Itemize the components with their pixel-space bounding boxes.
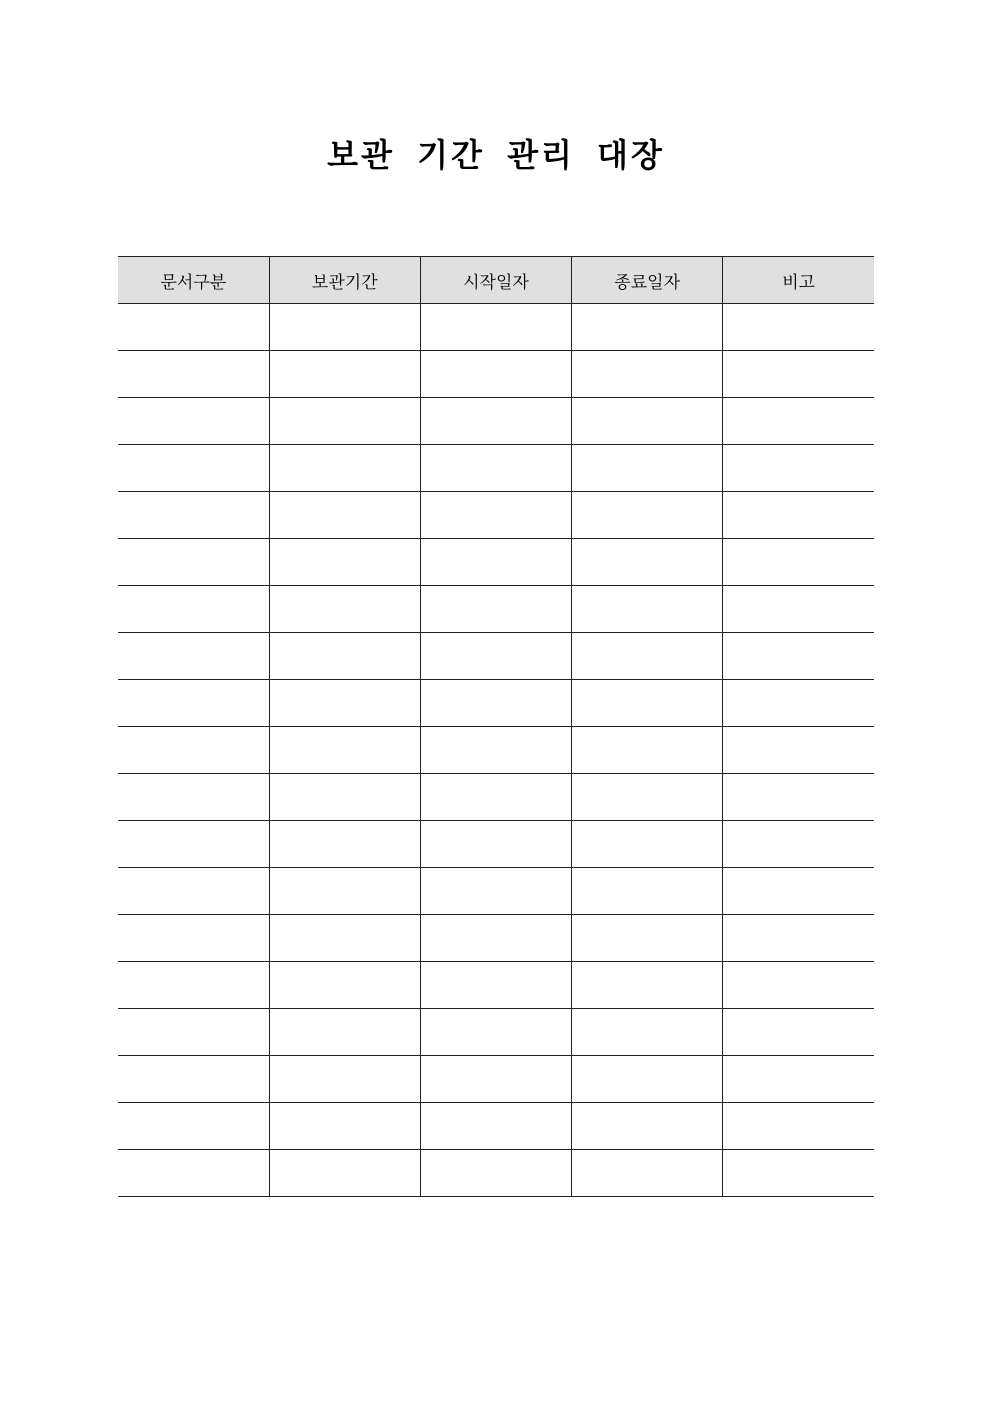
cell-end-date[interactable] [572,1056,723,1103]
cell-retention-period[interactable] [269,445,420,492]
table-row [118,680,874,727]
cell-start-date[interactable] [420,304,571,351]
cell-retention-period[interactable] [269,821,420,868]
cell-start-date[interactable] [420,915,571,962]
table-row [118,1103,874,1150]
cell-end-date[interactable] [572,1009,723,1056]
cell-start-date[interactable] [420,492,571,539]
table-row [118,868,874,915]
cell-document-type[interactable] [118,680,269,727]
retention-ledger-table [118,256,874,1197]
header-end-date: 종료일자 [572,257,723,304]
cell-document-type[interactable] [118,539,269,586]
cell-document-type[interactable] [118,915,269,962]
cell-document-type[interactable] [118,398,269,445]
cell-start-date[interactable] [420,727,571,774]
cell-remarks[interactable] [723,1056,874,1103]
cell-start-date[interactable] [420,962,571,1009]
cell-document-type[interactable] [118,586,269,633]
cell-retention-period[interactable] [269,774,420,821]
table-row [118,586,874,633]
cell-start-date[interactable] [420,445,571,492]
table-row [118,915,874,962]
cell-end-date[interactable] [572,304,723,351]
cell-start-date[interactable] [420,539,571,586]
cell-end-date[interactable] [572,351,723,398]
cell-end-date[interactable] [572,1103,723,1150]
cell-remarks[interactable] [723,586,874,633]
cell-start-date[interactable] [420,633,571,680]
cell-document-type[interactable] [118,1009,269,1056]
cell-start-date[interactable] [420,586,571,633]
header-retention-period: 보관기간 [269,257,420,304]
cell-end-date[interactable] [572,586,723,633]
cell-remarks[interactable] [723,445,874,492]
cell-document-type[interactable] [118,351,269,398]
cell-remarks[interactable] [723,398,874,445]
table-row [118,1009,874,1056]
cell-retention-period[interactable] [269,633,420,680]
cell-end-date[interactable] [572,727,723,774]
table-row [118,633,874,680]
cell-remarks[interactable] [723,1009,874,1056]
cell-remarks[interactable] [723,774,874,821]
cell-remarks[interactable] [723,633,874,680]
cell-remarks[interactable] [723,1103,874,1150]
cell-document-type[interactable] [118,821,269,868]
cell-retention-period[interactable] [269,915,420,962]
cell-end-date[interactable] [572,680,723,727]
cell-retention-period[interactable] [269,1009,420,1056]
cell-retention-period[interactable] [269,1056,420,1103]
cell-start-date[interactable] [420,398,571,445]
cell-start-date[interactable] [420,868,571,915]
cell-remarks[interactable] [723,915,874,962]
cell-retention-period[interactable] [269,680,420,727]
cell-remarks[interactable] [723,304,874,351]
cell-document-type[interactable] [118,304,269,351]
cell-document-type[interactable] [118,445,269,492]
cell-start-date[interactable] [420,1150,571,1197]
cell-end-date[interactable] [572,774,723,821]
cell-end-date[interactable] [572,821,723,868]
table-row [118,1150,874,1197]
cell-retention-period[interactable] [269,868,420,915]
cell-document-type[interactable] [118,633,269,680]
table-row [118,304,874,351]
cell-start-date[interactable] [420,1103,571,1150]
header-start-date: 시작일자 [420,257,571,304]
cell-retention-period[interactable] [269,351,420,398]
cell-retention-period[interactable] [269,727,420,774]
cell-remarks[interactable] [723,351,874,398]
cell-retention-period[interactable] [269,962,420,1009]
cell-end-date[interactable] [572,633,723,680]
cell-document-type[interactable] [118,492,269,539]
table-row [118,445,874,492]
header-document-type: 문서구분 [118,257,269,304]
table-body [118,304,874,1197]
cell-retention-period[interactable] [269,1103,420,1150]
cell-remarks[interactable] [723,680,874,727]
table-row [118,539,874,586]
cell-document-type[interactable] [118,727,269,774]
table-row [118,962,874,1009]
table-row [118,1056,874,1103]
cell-remarks[interactable] [723,821,874,868]
cell-end-date[interactable] [572,445,723,492]
cell-end-date[interactable] [572,539,723,586]
cell-document-type[interactable] [118,774,269,821]
table-row [118,821,874,868]
table-row [118,351,874,398]
cell-retention-period[interactable] [269,586,420,633]
cell-start-date[interactable] [420,821,571,868]
cell-retention-period[interactable] [269,492,420,539]
cell-remarks[interactable] [723,1150,874,1197]
cell-retention-period[interactable] [269,304,420,351]
cell-end-date[interactable] [572,398,723,445]
cell-document-type[interactable] [118,868,269,915]
cell-document-type[interactable] [118,1056,269,1103]
table-row [118,774,874,821]
cell-remarks[interactable] [723,492,874,539]
cell-retention-period[interactable] [269,539,420,586]
cell-end-date[interactable] [572,492,723,539]
cell-end-date[interactable] [572,962,723,1009]
cell-remarks[interactable] [723,727,874,774]
table-header-row [118,257,874,304]
table-row [118,398,874,445]
cell-remarks[interactable] [723,539,874,586]
cell-remarks[interactable] [723,962,874,1009]
cell-retention-period[interactable] [269,398,420,445]
cell-start-date[interactable] [420,1009,571,1056]
cell-document-type[interactable] [118,1103,269,1150]
cell-remarks[interactable] [723,868,874,915]
cell-document-type[interactable] [118,962,269,1009]
cell-end-date[interactable] [572,868,723,915]
table-row [118,492,874,539]
cell-start-date[interactable] [420,680,571,727]
document-title: 보관 기간 관리 대장 [327,136,665,174]
cell-document-type[interactable] [118,1150,269,1197]
table-row [118,727,874,774]
cell-retention-period[interactable] [269,1150,420,1197]
cell-start-date[interactable] [420,351,571,398]
cell-start-date[interactable] [420,1056,571,1103]
cell-end-date[interactable] [572,1150,723,1197]
cell-end-date[interactable] [572,915,723,962]
header-remarks: 비고 [723,257,874,304]
cell-start-date[interactable] [420,774,571,821]
